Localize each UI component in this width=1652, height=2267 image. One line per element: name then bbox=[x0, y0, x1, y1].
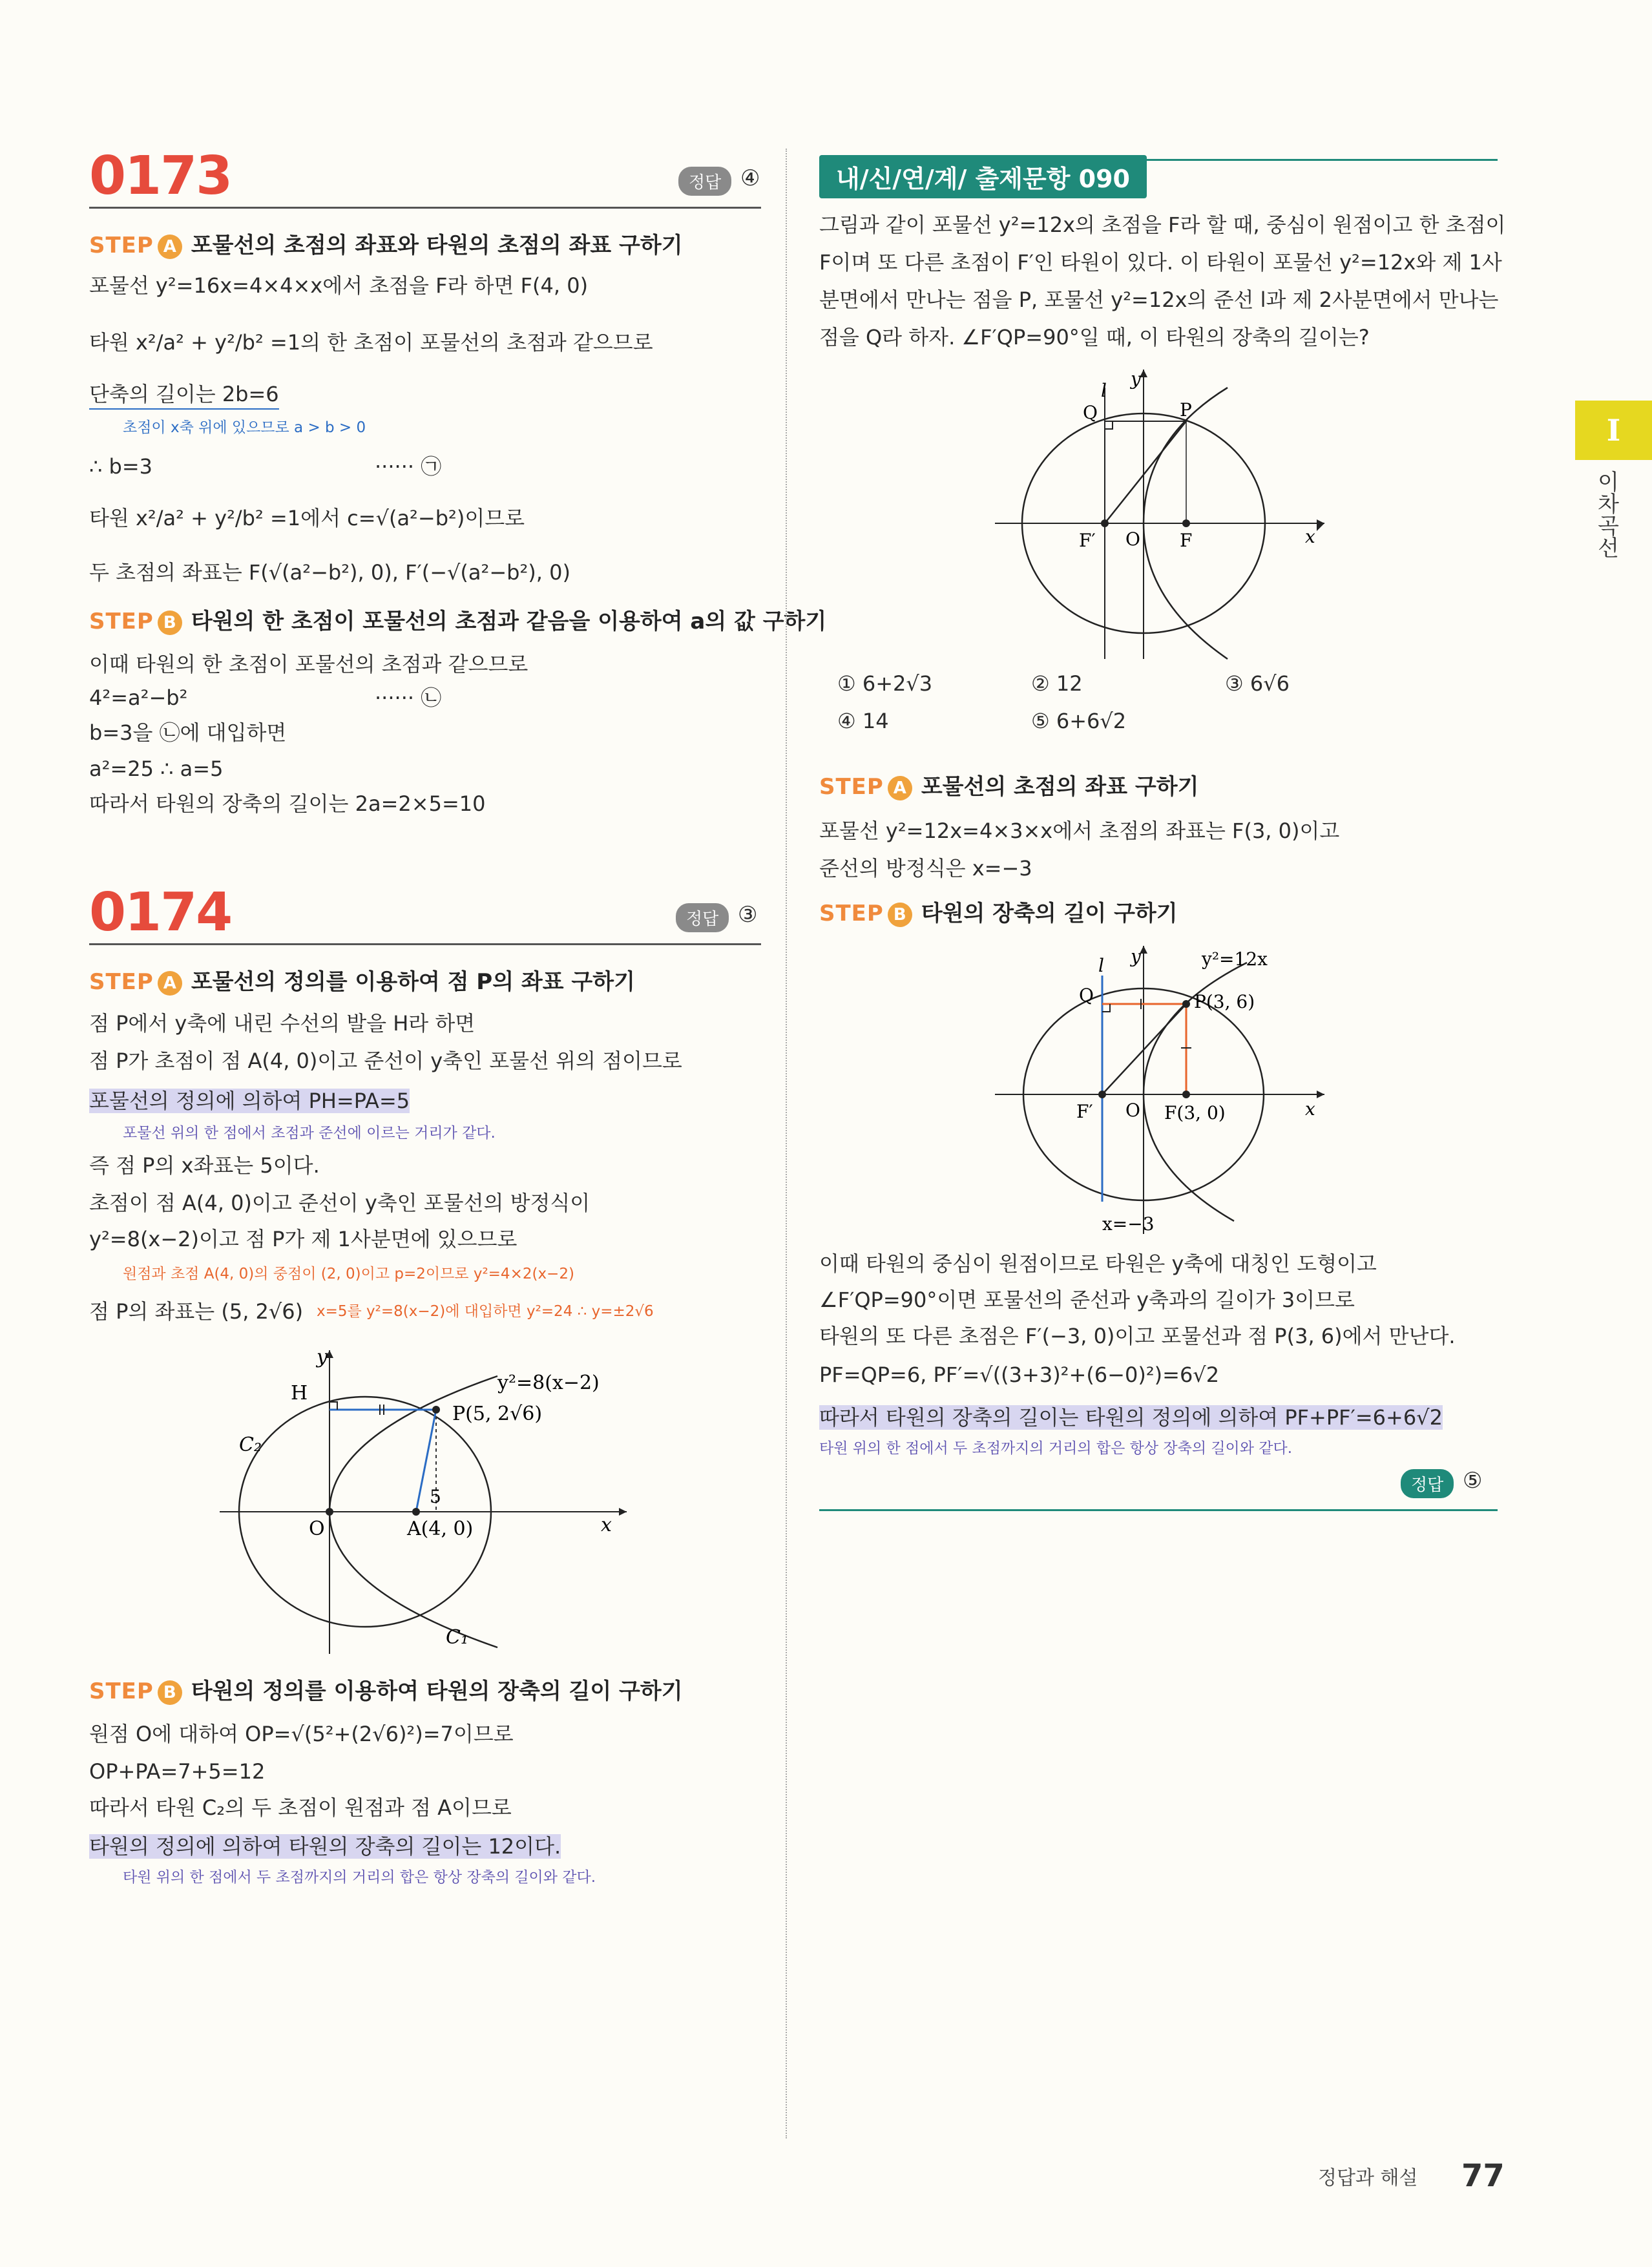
solution-line: 타원의 또 다른 초점은 F′(−3, 0)이고 포물선과 점 P(3, 6)에서 만난다. bbox=[819, 1324, 1456, 1348]
answer-value: ⑤ bbox=[1463, 1468, 1483, 1494]
equation-ref: ······ ㉠ bbox=[375, 454, 442, 479]
section-rule bbox=[89, 943, 761, 945]
solution-line: PF=QP=6, PF′=√((3+3)²+(6−0)²)=6√2 bbox=[819, 1363, 1220, 1387]
length-label: 5 bbox=[430, 1486, 441, 1507]
solution-line: 타원 x²/a² + y²/b² =1의 한 초점이 포물선의 초점과 같으므로 bbox=[89, 330, 653, 355]
x-label: x bbox=[1305, 1098, 1315, 1120]
origin-label: O bbox=[1125, 1100, 1140, 1121]
chapter-label: 이차곡선 bbox=[1593, 470, 1619, 558]
solution-line: y²=8(x−2)이고 점 P가 제 1사분면에 있으므로 bbox=[89, 1227, 518, 1251]
choice-1[interactable]: ① 6+2√3 bbox=[837, 671, 933, 696]
point-p-label: P(5, 2√6) bbox=[452, 1403, 543, 1425]
step-a-heading: STEP A 포물선의 정의를 이용하여 점 P의 좌표 구하기 bbox=[89, 969, 635, 995]
curve-label: y²=12x bbox=[1202, 948, 1268, 970]
solution-line: 타원의 정의에 의하여 타원의 장축의 길이는 12이다. bbox=[89, 1834, 561, 1859]
naesin-tag: 내/신/연/계/ 출제문항 090 bbox=[819, 155, 1147, 198]
problem-number-0173: 0173 bbox=[89, 145, 232, 207]
right-angle-mark bbox=[1102, 1004, 1110, 1012]
problem-number-0174: 0174 bbox=[89, 882, 232, 943]
l-label: l bbox=[1101, 380, 1107, 401]
c2-label: C₂ bbox=[239, 1434, 262, 1456]
equation-ref: ······ ㉡ bbox=[375, 685, 442, 710]
origin-label: O bbox=[309, 1518, 325, 1540]
segment-fp bbox=[1105, 421, 1186, 523]
focus-f bbox=[1182, 1091, 1190, 1098]
focus-f bbox=[1182, 519, 1190, 527]
answer-badge: 정답 bbox=[678, 167, 731, 196]
answer-badge: 정답 bbox=[676, 903, 729, 932]
solution-line: ∠F′QP=90°이면 포물선의 준선과 y축과의 길이가 3이므로 bbox=[819, 1288, 1355, 1312]
ellipse-parabola-graph bbox=[213, 1337, 653, 1660]
fprime-label: F′ bbox=[1079, 530, 1096, 551]
fprime-label: F′ bbox=[1076, 1101, 1093, 1122]
annotation-note: x=5를 y²=8(x−2)에 대입하면 y²=24 ∴ y=±2√6 bbox=[317, 1303, 654, 1320]
point-p bbox=[1182, 1000, 1190, 1008]
choice-2[interactable]: ② 12 bbox=[1031, 671, 1083, 696]
question-line: 점을 Q라 하자. ∠F′QP=90°일 때, 이 타원의 장축의 길이는? bbox=[819, 325, 1370, 350]
choice-4[interactable]: ④ 14 bbox=[837, 709, 889, 733]
x-axis-arrow bbox=[619, 1508, 627, 1516]
page-number: 77 bbox=[1461, 2158, 1505, 2194]
question-line: F이며 또 다른 초점이 F′인 타원이 있다. 이 타원이 포물선 y²=12x와 제 1사 bbox=[819, 250, 1502, 275]
solution-line: 4²=a²−b² bbox=[89, 685, 188, 710]
solution-line: 이때 타원의 중심이 원점이므로 타원은 y축에 대칭인 도형이고 bbox=[819, 1251, 1377, 1276]
x-axis-arrow bbox=[1317, 1091, 1324, 1098]
solution-line: 점 P가 초점이 점 A(4, 0)이고 준선이 y축인 포물선 위의 점이므로 bbox=[89, 1049, 682, 1073]
tag-rule bbox=[819, 159, 1498, 161]
x-label: x bbox=[1305, 526, 1315, 547]
annotation-note: 타원 위의 한 점에서 두 초점까지의 거리의 합은 항상 장축의 길이와 같다. bbox=[819, 1440, 1293, 1457]
chapter-tab: I bbox=[1575, 401, 1652, 460]
step-b-heading: STEP B 타원의 장축의 길이 구하기 bbox=[819, 901, 1178, 926]
f-label: F bbox=[1180, 530, 1193, 551]
y-label: y bbox=[1131, 946, 1141, 967]
section-rule bbox=[89, 207, 761, 209]
choice-3[interactable]: ③ 6√6 bbox=[1225, 671, 1290, 696]
solution-line: 이때 타원의 한 초점이 포물선의 초점과 같으므로 bbox=[89, 652, 528, 676]
solution-line: 두 초점의 좌표는 F(√(a²−b²), 0), F′(−√(a²−b²), 0) bbox=[89, 560, 570, 585]
origin-point bbox=[326, 1508, 333, 1516]
l-label: l bbox=[1098, 955, 1104, 976]
y-label: y bbox=[1131, 368, 1141, 390]
question-line: 분면에서 만나는 점을 P, 포물선 y²=12x의 준선 l과 제 2사분면에서 만나는 bbox=[819, 287, 1499, 312]
p-label: P(3, 6) bbox=[1194, 991, 1255, 1012]
solution-line: 초점이 점 A(4, 0)이고 준선이 y축인 포물선의 방정식이 bbox=[89, 1191, 591, 1215]
solution-line: b=3을 ㉡에 대입하면 bbox=[89, 720, 287, 745]
solution-line: a²=25 ∴ a=5 bbox=[89, 757, 224, 781]
solution-line: 포물선 y²=12x=4×3×x에서 초점의 좌표는 F(3, 0)이고 bbox=[819, 819, 1340, 843]
step-b-heading: STEP B 타원의 한 초점이 포물선의 초점과 같음을 이용하여 a의 값 구하기 bbox=[89, 609, 827, 634]
focus-fprime bbox=[1101, 519, 1109, 527]
solution-line: OP+PA=7+5=12 bbox=[89, 1759, 266, 1784]
annotation-note: 원점과 초점 A(4, 0)의 중점이 (2, 0)이고 p=2이므로 y²=4×2(x−2) bbox=[123, 1266, 574, 1282]
solution-line: 포물선의 정의에 의하여 PH=PA=5 bbox=[89, 1089, 410, 1113]
point-p bbox=[432, 1406, 440, 1414]
annotation-note: 포물선 위의 한 점에서 초점과 준선에 이르는 거리가 같다. bbox=[123, 1125, 496, 1142]
annotation-note: 타원 위의 한 점에서 두 초점까지의 거리의 합은 항상 장축의 길이와 같다. bbox=[123, 1869, 596, 1886]
solution-graph bbox=[988, 937, 1350, 1240]
solution-line: 따라서 타원의 장축의 길이는 2a=2×5=10 bbox=[89, 791, 486, 816]
question-line: 그림과 같이 포물선 y²=12x의 초점을 F라 할 때, 중심이 원점이고 한 초점이 bbox=[819, 213, 1506, 237]
right-angle-mark bbox=[1105, 421, 1113, 429]
solution-line: ∴ b=3 bbox=[89, 454, 153, 479]
annotation-note: 초점이 x축 위에 있으므로 a > b > 0 bbox=[123, 419, 366, 436]
footer-text: 정답과 해설 bbox=[1318, 2167, 1418, 2189]
solution-line: 점 P의 좌표는 (5, 2√6) bbox=[89, 1299, 304, 1324]
step-a-heading: STEP A 포물선의 초점의 좌표 구하기 bbox=[819, 774, 1199, 800]
q-label: Q bbox=[1083, 402, 1098, 423]
solution-line: 따라서 타원 C₂의 두 초점이 원점과 점 A이므로 bbox=[89, 1795, 512, 1820]
y-label: y bbox=[317, 1346, 328, 1368]
x-axis-arrow bbox=[1317, 519, 1324, 531]
answer-value: ④ bbox=[740, 165, 760, 191]
step-b-heading: STEP B 타원의 정의를 이용하여 타원의 장축의 길이 구하기 bbox=[89, 1678, 683, 1704]
solution-line: 단축의 길이는 2b=6 bbox=[89, 380, 279, 410]
step-a-heading: STEP A 포물선의 초점의 좌표와 타원의 초점의 좌표 구하기 bbox=[89, 233, 683, 258]
solution-line: 타원 x²/a² + y²/b² =1에서 c=√(a²−b²)이므로 bbox=[89, 506, 525, 530]
focus-fprime bbox=[1098, 1091, 1106, 1098]
point-a-label: A(4, 0) bbox=[407, 1518, 474, 1540]
question-graph bbox=[988, 362, 1337, 665]
answer-value: ③ bbox=[738, 902, 758, 928]
point-h-label: H bbox=[291, 1382, 308, 1405]
choice-5[interactable]: ⑤ 6+6√2 bbox=[1031, 709, 1127, 733]
solution-line: 원점 O에 대하여 OP=√(5²+(2√6)²)=7이므로 bbox=[89, 1722, 514, 1746]
q-label: Q bbox=[1079, 985, 1094, 1006]
solution-line: 점 P에서 y축에 내린 수선의 발을 H라 하면 bbox=[89, 1011, 476, 1036]
solution-line: 즉 점 P의 x좌표는 5이다. bbox=[89, 1153, 320, 1178]
solution-line: 준선의 방정식은 x=−3 bbox=[819, 856, 1032, 881]
point-a bbox=[412, 1508, 420, 1516]
c1-label: C₁ bbox=[446, 1626, 468, 1649]
answer-badge: 정답 bbox=[1401, 1469, 1454, 1498]
x-label: x bbox=[601, 1514, 612, 1536]
right-angle-mark bbox=[329, 1402, 337, 1410]
column-divider bbox=[786, 149, 787, 2138]
f-label: F(3, 0) bbox=[1164, 1102, 1226, 1123]
solution-line: 포물선 y²=16x=4×4×x에서 초점을 F라 하면 F(4, 0) bbox=[89, 273, 589, 298]
directrix-label: x=−3 bbox=[1102, 1213, 1155, 1235]
origin-label: O bbox=[1125, 528, 1140, 550]
curve-label: y²=8(x−2) bbox=[497, 1372, 600, 1394]
section-end-rule bbox=[819, 1509, 1498, 1511]
p-label: P bbox=[1180, 399, 1192, 421]
solution-line: 따라서 타원의 장축의 길이는 타원의 정의에 의하여 PF+PF′=6+6√2 bbox=[819, 1405, 1443, 1430]
